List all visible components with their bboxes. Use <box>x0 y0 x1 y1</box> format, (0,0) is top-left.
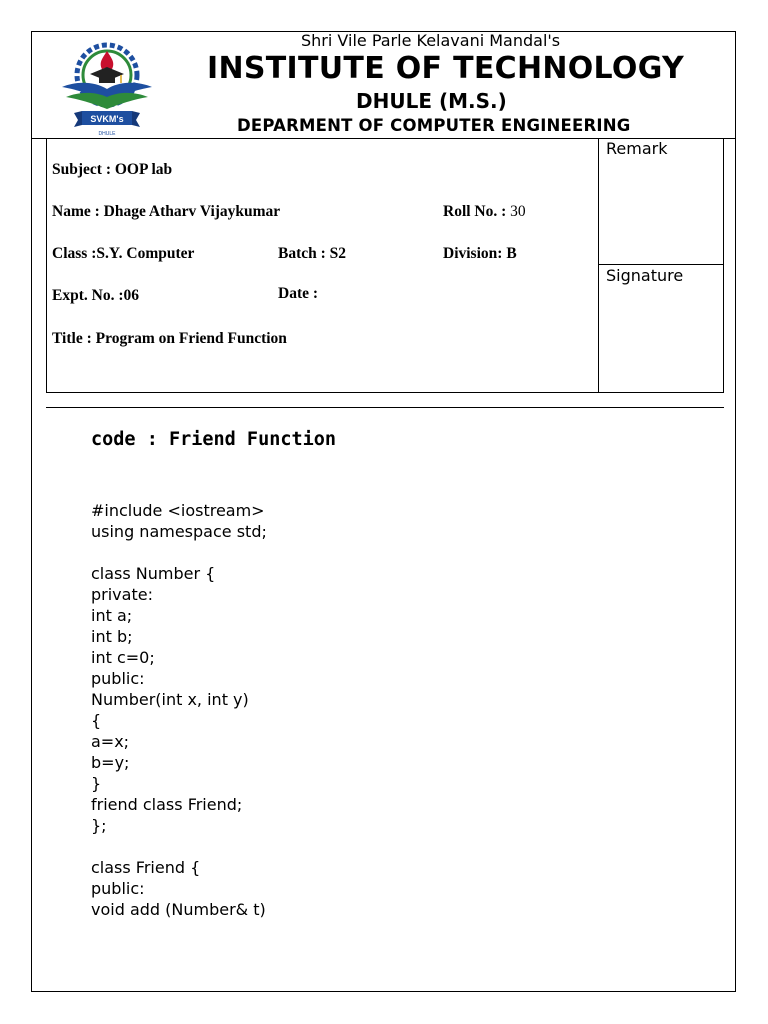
division-label: Division: <box>443 245 507 262</box>
institute-city: DHULE (M.S.) <box>356 89 507 113</box>
code-line: int b; <box>91 627 133 646</box>
code-line: private: <box>91 585 153 604</box>
code-line: }; <box>91 816 107 835</box>
class-value: S.Y. Computer <box>96 245 195 262</box>
title-value: Program on Friend Function <box>95 330 287 347</box>
date-field <box>278 285 318 303</box>
code-line: void add (Number& t) <box>91 900 266 919</box>
title-field <box>52 330 287 348</box>
expt-field <box>52 287 139 305</box>
code-line: int a; <box>91 606 133 625</box>
section-divider <box>46 407 724 408</box>
remark-signature-divider <box>598 264 724 265</box>
roll-value: 30 <box>510 203 526 220</box>
code-line: class Friend { <box>91 858 201 877</box>
subject-field <box>52 161 172 179</box>
division-field <box>443 245 517 263</box>
code-block <box>91 500 267 920</box>
code-line: #include <iostream> <box>91 501 265 520</box>
remark-label: Remark <box>606 139 668 158</box>
logo-subtext: DHULE <box>98 131 116 137</box>
roll-field <box>443 203 526 221</box>
code-line: public: <box>91 879 145 898</box>
expt-label: Expt. No. : <box>52 287 124 304</box>
code-title: code : Friend Function <box>91 429 337 450</box>
name-value: Dhage Atharv Vijaykumar <box>103 203 281 220</box>
svkm-logo <box>54 37 160 139</box>
logo-text: SVKM's <box>90 114 124 124</box>
code-line: a=x; <box>91 732 130 751</box>
code-line: } <box>91 774 102 793</box>
name-field <box>52 203 280 221</box>
expt-value: 06 <box>123 287 139 304</box>
code-line: public: <box>91 669 145 688</box>
roll-label: Roll No. : <box>443 203 511 220</box>
signature-label: Signature <box>606 266 684 285</box>
code-line: { <box>91 711 102 730</box>
subject-value: OOP lab <box>114 161 173 178</box>
date-label: Date : <box>278 285 319 302</box>
batch-value: S2 <box>329 245 347 262</box>
code-line: int c=0; <box>91 648 155 667</box>
department-name: DEPARMENT OF COMPUTER ENGINEERING <box>237 116 631 135</box>
code-line <box>91 836 267 857</box>
title-label: Title : <box>52 330 96 347</box>
batch-field <box>278 245 346 263</box>
remark-column-divider <box>598 139 599 393</box>
code-line: Number(int x, int y) <box>91 690 249 709</box>
class-field <box>52 245 194 263</box>
code-line: b=y; <box>91 753 130 772</box>
class-label: Class : <box>52 245 97 262</box>
code-line: class Number { <box>91 564 216 583</box>
society-name: Shri Vile Parle Kelavani Mandal's <box>301 31 561 50</box>
institute-name: INSTITUTE OF TECHNOLOGY <box>207 51 684 86</box>
letterhead <box>31 31 736 139</box>
code-line: using namespace std; <box>91 522 267 541</box>
batch-label: Batch : <box>278 245 330 262</box>
division-value: B <box>506 245 517 262</box>
name-label: Name : <box>52 203 104 220</box>
code-line: friend class Friend; <box>91 795 243 814</box>
subject-label: Subject : <box>52 161 115 178</box>
code-line <box>91 542 267 563</box>
